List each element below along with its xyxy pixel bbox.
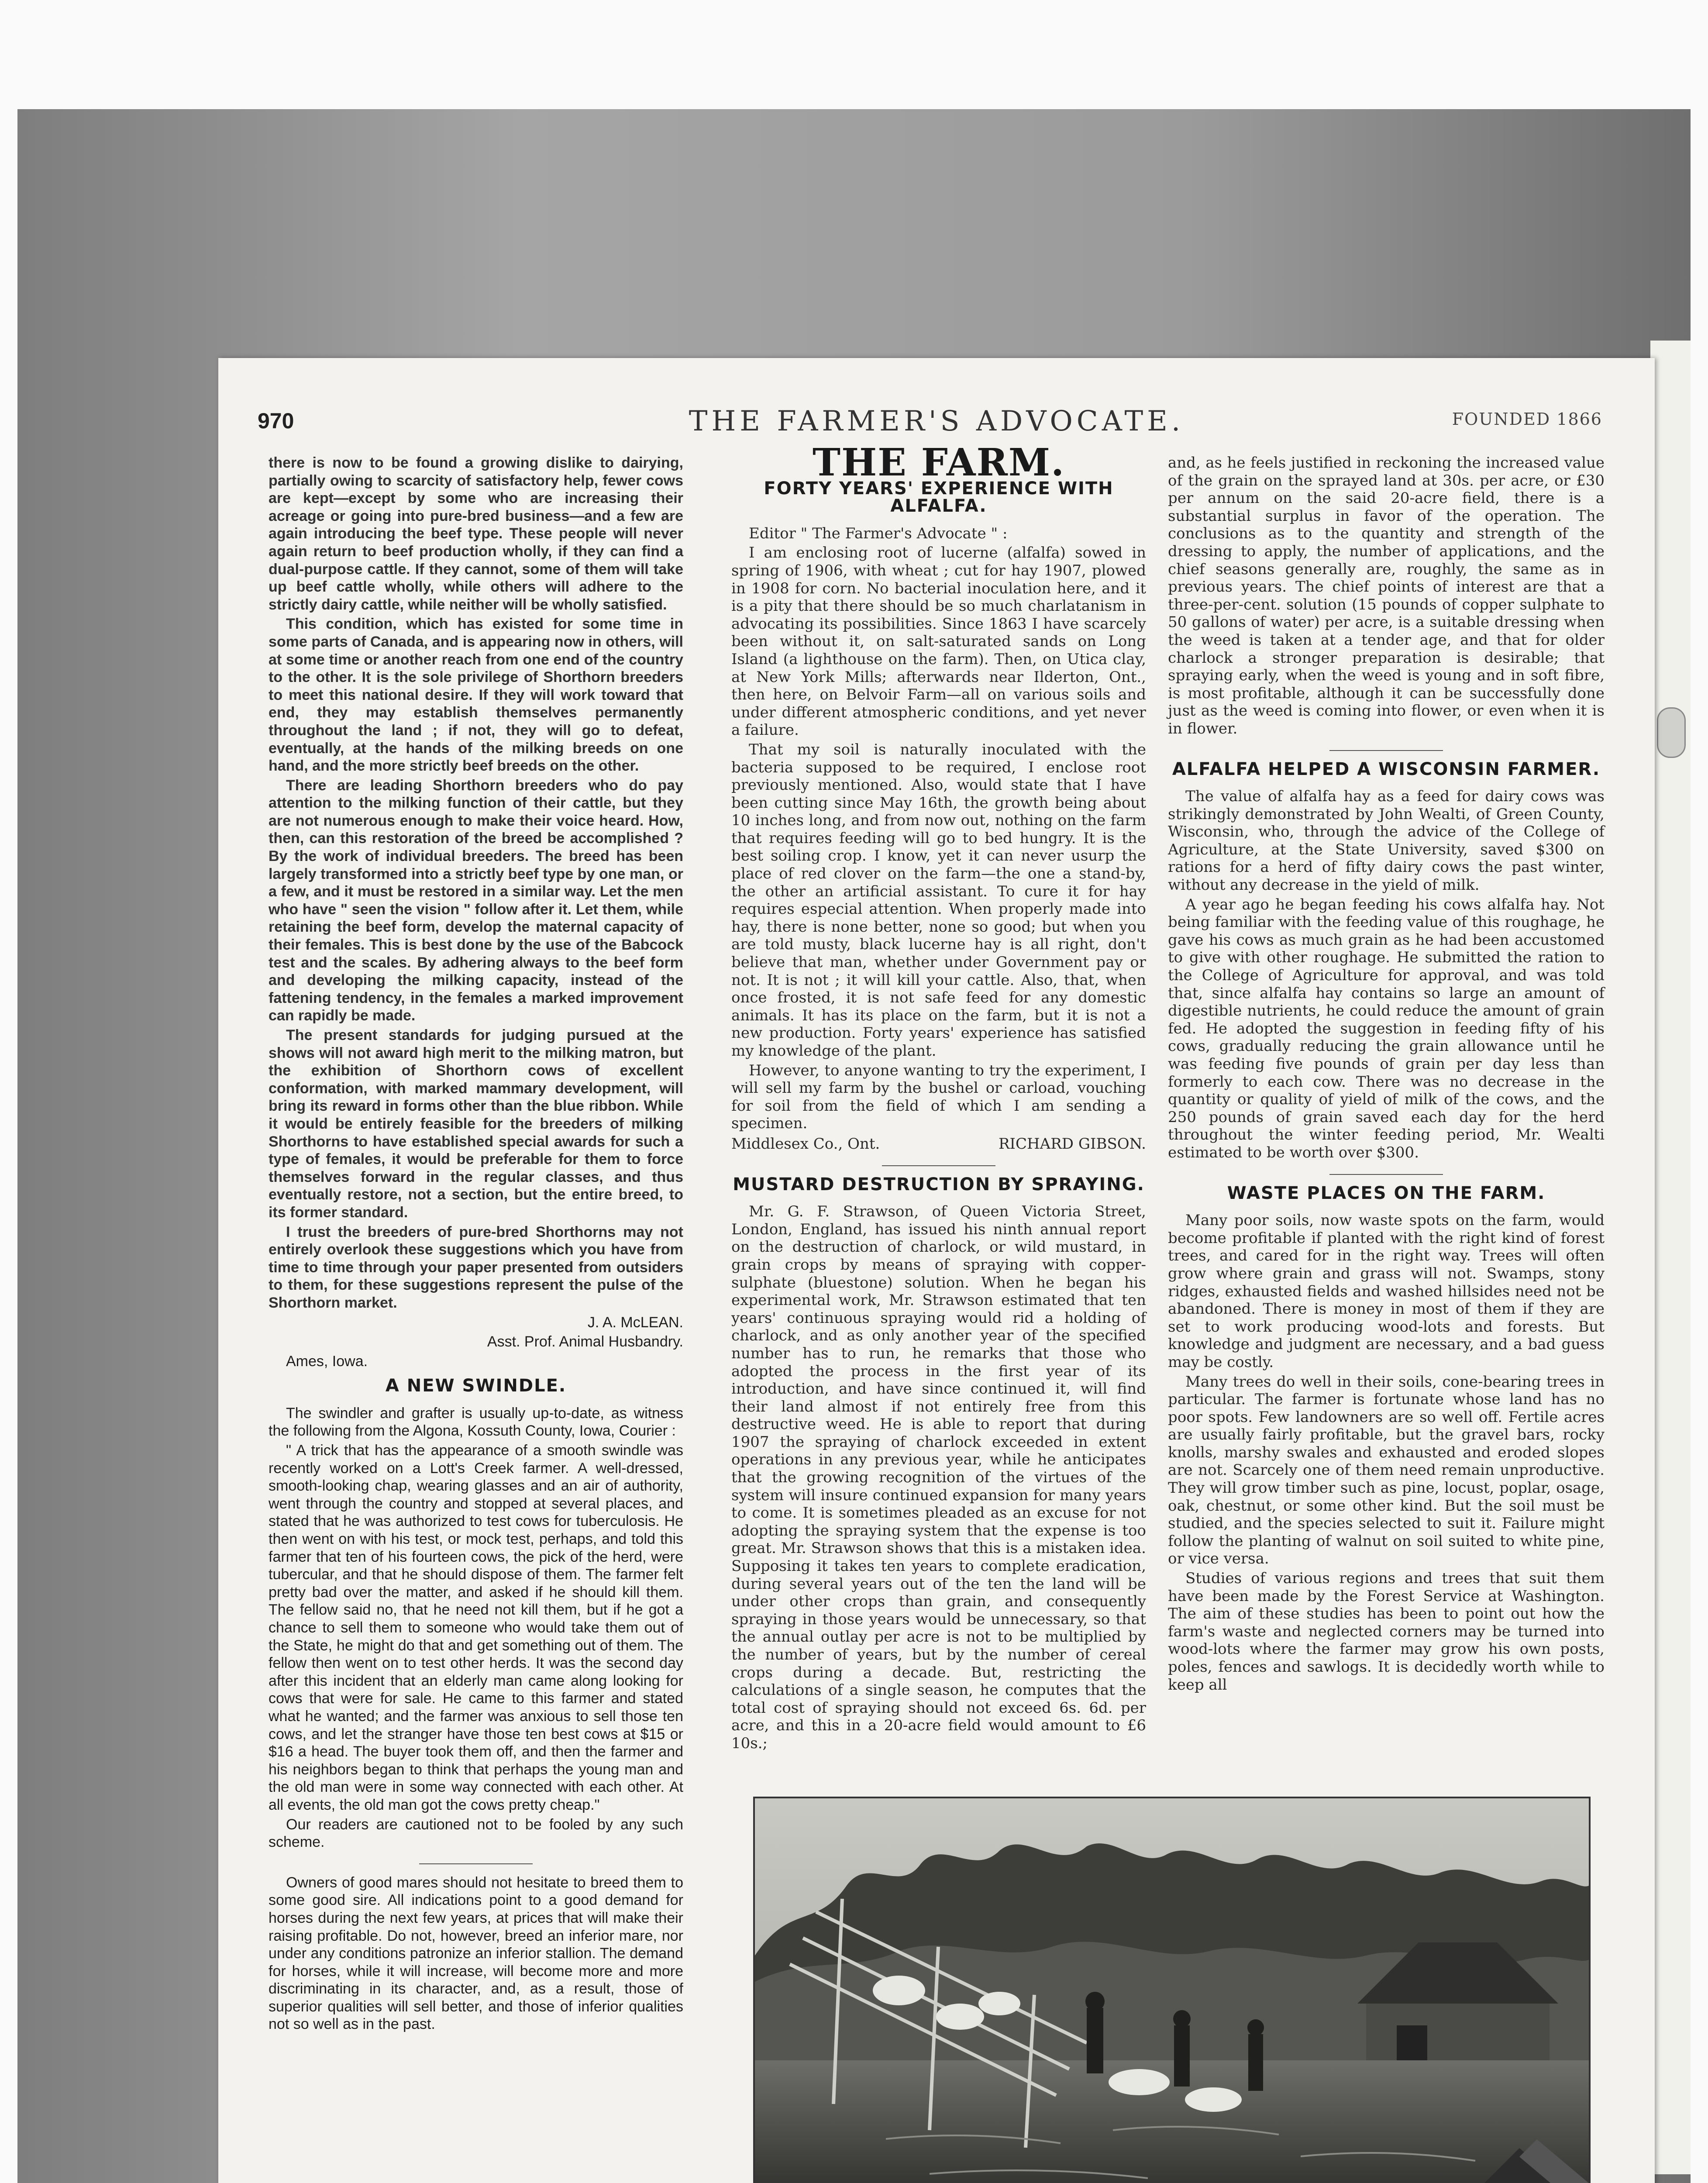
letter-place: Middlesex Co., Ont.	[731, 1135, 880, 1153]
swindle-heading: A NEW SWINDLE.	[385, 1376, 567, 1396]
article-paragraph: there is now to be found a growing dislike to dairying, partially owing to scarcity of satisfactory help, fewer cows are kept—except by some who are increasing their acreage or going into pure-bred business—and a few are again introducing the beef type. These people will never again return to beef production wholly, if they can find a dual-purpose cattle. If they cannot, some of them will take up beef cattle wholly, while others will adhere to the strictly dairy cattle, while neither will be wholly satisfied.	[269, 455, 683, 613]
film-border-top	[0, 0, 1708, 109]
swindle-paragraph: " A trick that has the appearance of a smooth swindle was recently worked on a Lott's Creek farmer. A well-dressed, smooth-looking chap, wearing glasses and an air of authority, went through the country and stopped at several places, and stated that he was authorized to test cows for tuberculosis. He then went on with his test, or mock test, perhaps, and told this farmer that ten of his fourteen cows, the pick of the herd, were tubercular, and that he should dispose of them. The farmer felt pretty bad over the matter, and asked if he should kill them. The fellow said no, that he need not kill them, but if he got a chance to sell them to someone who would take them out of the State, he might do that and get something out of them. The fellow then went on to test other herds. It was the second day after this incident that an elderly man came along looking for cows that were for sale. He came to this farmer and stated what he wanted; and the farmer was anxious to sell those ten cows, and let the stranger have those ten best cows at $15 or $16 a head. The buyer took them off, and then the farmer and his neighbors began to think that perhaps the young man and the old man were in some way connected with each other. At all events, the old man got the cows pretty cheap."	[269, 1442, 683, 1813]
wisconsin-heading: ALFALFA HELPED A WISCONSIN FARMER.	[1172, 759, 1601, 779]
sheep-washing-photo	[753, 1797, 1591, 2183]
article-paragraph: The present standards for judging pursued at the shows will not award high merit to the milking matron, but the exhibition of Shorthorn cows of excellent conformation, with marked mammary development, will bring its reward in forms other than the blue ribbon. While it would be entirely feasible for the breeders of milking Shorthorns to have established special awards for such a type of females, it would be preferable for them to force themselves forward in the regular classes, and thus eventually restore, not a section, but the entire breed, to its former standard.	[269, 1027, 683, 1221]
alfalfa-heading: FORTY YEARS' EXPERIENCE WITH ALFALFA.	[764, 478, 1114, 516]
mustard-paragraph: Mr. G. F. Strawson, of Queen Victoria Street, London, England, has issued his ninth annual report on the destruction of charlock, or wild mustard, in grain crops by means of spraying with copper-sulphate (bluestone) solution. When he began his experimental work, Mr. Strawson estimated that ten years' continuous spraying would rid a holding of charlock, and as only another year of the specified number has to run, he remarks that those who adopted the process in the first year of its introduction, and have since continued it, will find their land almost if not entirely free from this destructive weed. He is able to report that during 1907 the spraying of charlock exceeded in extent operations in any previous year, while he anticipates that the growing recognition of the virtues of the system will insure continued expansion for many years to come. It is sometimes pleaded as an excuse for not adopting the spraying system that the expense is too great. Mr. Strawson shows that this is a mistaken idea. Supposing it takes ten years to complete eradication, during several years out of the ten the land will be under other crops than grain, and consequently spraying in those years would be unnecessary, so that the annual outlay per acre is not to be multiplied by the number of years, but by the number of cereal crops during a decade. But, restricting the calculations of a single season, he computes that the total cost of spraying should not exceed 6s. 6d. per acre, and this in a 20-acre field would amount to £6 10s.;	[731, 1203, 1146, 1752]
divider-rule	[882, 1165, 995, 1166]
section-title: THE FARM.	[812, 441, 1065, 485]
divider-rule	[1329, 1174, 1443, 1175]
letter-salutation: Editor " The Farmer's Advocate " :	[749, 524, 1008, 542]
mares-paragraph: Owners of good mares should not hesitate to breed them to some good sire. All indications point to a good demand for horses during the next few years, at prices that will make their raising profitable. Do not, however, breed an inferior mare, nor under any conditions patronize an inferior stallion. The demand for horses, while it will increase, will become more and more discriminating in its character, and, as a result, those of superior qualities will sell better, and those of inferior qualities not so well as in the past.	[269, 1874, 683, 2033]
divider-rule	[419, 1863, 533, 1864]
column-left	[269, 454, 683, 2035]
author-title: Asst. Prof. Animal Husbandry.	[487, 1333, 683, 1350]
masthead-title: THE FARMER'S ADVOCATE.	[689, 405, 1185, 437]
letter-signoff	[731, 1135, 1146, 1153]
swindle-paragraph: The swindler and grafter is usually up-to-date, as witness the following from the Algona, Kossuth County, Iowa, Courier :	[269, 1405, 683, 1439]
alfalfa-paragraph: However, to anyone wanting to try the experiment, I will sell my farm by the bushel or carload, vouching for soil from the field of which I am sending a specimen.	[731, 1061, 1146, 1133]
alfalfa-paragraph: I am enclosing root of lucerne (alfalfa) sowed in spring of 1906, with wheat ; cut for hay 1907, plowed in 1908 for corn. No bacterial inoculation here, and it is a pity that there should be so much charlatanism in advocating its possibilities. Since 1863 I have scarcely been without it, on salt-saturated sands on Long Island (a lighthouse on the farm). Then, on Utica clay, at New York Mills; afterwards near Ilderton, Ont., then here, on Belvoir Farm—all on various soils and under different atmospheric conditions, and yet never a failure.	[731, 544, 1146, 739]
article-paragraph: This condition, which has existed for some time in some parts of Canada, and is appearing now in others, will at some time or another reach from one end of the country to the other. It is the sole privilege of Shorthorn breeders to meet this national desire. If they will work toward that end, they may establish themselves permanently throughout the land ; if not, they will go to defeat, eventually, at the hands of the milking breeds on one hand, and the more strictly beef breeds on the other.	[269, 616, 683, 775]
article-paragraph: I trust the breeders of pure-bred Shorthorns may not entirely overlook these suggestions which you have from time to time through your paper presented from outsiders to them, for these suggestions represent the pulse of the Shorthorn market.	[269, 1223, 683, 1311]
column-middle	[731, 441, 1146, 1754]
wisconsin-paragraph: The value of alfalfa hay as a feed for dairy cows was strikingly demonstrated by John Wealti, of Green County, Wisconsin, who, through the advice of the College of Agriculture, at the State University, saved $300 on rations for a herd of fifty dairy cows the past winter, without any decrease in the yield of milk.	[1168, 788, 1605, 894]
adjacent-page-edge	[1650, 341, 1691, 2174]
page-number: 970	[258, 409, 294, 433]
film-border-right	[1691, 0, 1708, 2183]
letter-signature: RICHARD GIBSON.	[998, 1135, 1146, 1153]
column-right	[1168, 454, 1605, 1695]
article-paragraph: There are leading Shorthorn breeders who do pay attention to the milking function of their cattle, but they are not numerous enough to make their voice heard. How, then, can this restoration of the breed be accomplished ? By the work of individual breeders. The breed has been largely transformed into a strictly beef type by one man, or a few, and it must be restored in a similar way. Let the men who have " seen the vision " follow after it. Let them, while retaining the beef form, develop the maternal capacity of their females. This is best done by the use of the Babcock test and the scales. By adhering always to the beef form and developing the milking capacity, instead of the fattening tendency, in the females a marked improvement can rapidly be made.	[269, 777, 683, 1024]
waste-heading: WASTE PLACES ON THE FARM.	[1227, 1183, 1546, 1203]
divider-rule	[1329, 750, 1443, 751]
swindle-paragraph: Our readers are cautioned not to be fooled by any such scheme.	[269, 1816, 683, 1851]
film-border-left	[0, 0, 17, 2183]
founded-year: FOUNDED 1866	[1452, 410, 1602, 429]
waste-paragraph: Many poor soils, now waste spots on the farm, would become profitable if planted with the right kind of forest trees, and cared for in the right way. Trees will often grow where grain and grass will not. Swamps, stony ridges, exhausted fields and washed hillsides need not be abandoned. There is money in most of them if they are set to work producing wood-lots and forests. But knowledge and judgment are necessary, and a bad guess may be costly.	[1168, 1212, 1605, 1371]
mustard-continued: and, as he feels justified in reckoning the increased value of the grain on the sprayed land at 30s. per acre, or £30 per annum on the said 20-acre field, there is a substantial surplus in favor of the operation. The conclusions as to the quantity and strength of the dressing to apply, the number of applications, and the chief seasons generally are, roughly, the same as in previous years. The chief points of interest are that a three-per-cent. solution (15 pounds of copper sulphate to 50 gallons of water) per acre, is a suitable dressing when the weed is taken at a tender age, and that for older charlock a stronger preparation is desirable; that spraying early, when the weed is young and in soft fibre, is most profitable, although it can be successfully done just as the weed is coming into flower, or even when it is in flower.	[1168, 454, 1605, 737]
mustard-heading: MUSTARD DESTRUCTION BY SPRAYING.	[733, 1174, 1145, 1195]
waste-paragraph: Studies of various regions and trees that suit them have been made by the Forest Service at Washington. The aim of these studies has been to point out how the farm's waste and neglected corners may be turned into wood-lots where the farmer may grow his own posts, poles, fences and sawlogs. It is decidedly worth while to keep all	[1168, 1570, 1605, 1694]
wisconsin-paragraph: A year ago he began feeding his cows alfalfa hay. Not being familiar with the feeding value of this roughage, he gave his cows as much grain as he had been accustomed to give with other roughage. He submitted the ration to the College of Agriculture for approval, and was told that, since alfalfa hay contains so large an amount of digestible nutrients, he could reduce the amount of grain fed. He adopted the suggestion in feeding fifty of his cows, gradually reducing the grain allowance until he was feeding five pounds of grain per day less than formerly to each cow. There was no decrease in the quantity or quality of yield of milk of the cows, and the 250 pounds of grain saved each day for the herd throughout the winter feeding period, Mr. Wealti estimated to be worth over $300.	[1168, 895, 1605, 1161]
binding-tab	[1657, 707, 1686, 758]
alfalfa-paragraph: That my soil is naturally inoculated with the bacteria supposed to be required, I enclose root previously mentioned. Also, would state that I have been cutting since May 16th, the growth being about 10 inches long, and from now out, nothing on the farm that requires feeding will go to bed hungry. It is the best soiling crop. I know, yet it can never usurp the place of red clover on the farm—the one a stand-by, the other an artificial assistant. To cure it for hay requires especial attention. When properly made into hay, there is none better, none so good; but when you are told musty, black lucerne hay is all right, don't believe that man, whether under Government pay or not. It is not ; it will kill your cattle. Also, that, when once frosted, it is not safe feed for any domestic animals. It has its place on the farm, but it is not a new production. Forty years' experience has satisfied my knowledge of the plant.	[731, 740, 1146, 1060]
photo-image	[755, 1798, 1589, 2183]
waste-paragraph: Many trees do well in their soils, cone-bearing trees in particular. The farmer is fortunate whose land has no poor spots. Few landowners are so well off. Fertile acres are usually fairly profitable, but the gravel bars, rocky knolls, marshy swales and exhausted and eroded slopes are not. Scarcely one of them need remain unproductive. They will grow timber such as pine, locust, poplar, osage, oak, chestnut, or some other kind. But the soil must be studied, and the species selected to suit it. Failure might follow the planting of walnut on soil suited to white pine, or vice versa.	[1168, 1373, 1605, 1568]
paper-clip	[1467, 2122, 1708, 2183]
author-place: Ames, Iowa.	[286, 1353, 368, 1370]
author-name: J. A. McLEAN.	[587, 1314, 683, 1331]
